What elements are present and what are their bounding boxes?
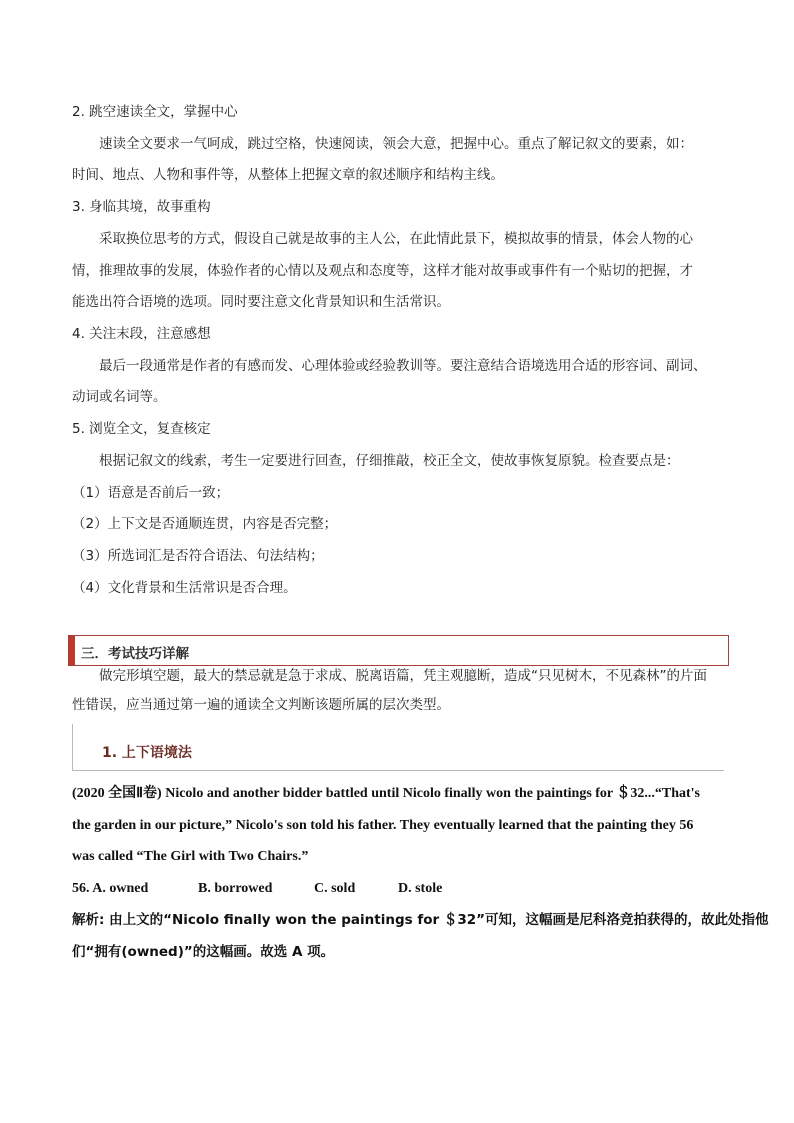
option-d: D. stole [398, 881, 443, 896]
example-line2: the garden in our picture,” Nicolo's son told his father. They eventually learned that the painting they 56 [72, 818, 694, 833]
step5-paragraph-line1: 根据记叙文的线索，考生一定要进行回查，仔细推敲，校正全文，使故事恢复原貌。检查要点是： [99, 453, 680, 469]
step3-paragraph-line2: 情，推理故事的发展，体验作者的心情以及观点和态度等，这样才能对故事或事件有一个贴切的把握，才 [72, 263, 693, 279]
check-item: （1）语意是否前后一致； [72, 485, 230, 501]
section3-paragraph-line1: 做完形填空题，最大的禁忌就是急于求成、脱离语篇，凭主观臆断，造成“只见树木，不见森林”的片面 [99, 668, 707, 684]
check-item: （4）文化背景和生活常识是否合理。 [72, 580, 297, 596]
step4-paragraph-line1: 最后一段通常是作者的有感而发、心理体验或经验教训等。要注意结合语境选用合适的形容词、副词、 [99, 358, 707, 374]
check-item: （3）所选词汇是否符合语法、句法结构； [72, 548, 324, 564]
option-b: B. borrowed [198, 881, 273, 896]
section3-paragraph-line2: 性错误，应当通过第一遍的通读全文判断该题所属的层次类型。 [72, 697, 450, 713]
analysis-line1: 解析: 由上文的“Nicolo finally won the paintings for ＄32”可知，这幅画是尼科洛竞拍获得的，故此处指他 [72, 912, 769, 928]
check-item: （2）上下文是否通顺连贯，内容是否完整； [72, 516, 338, 532]
option-a: 56. A. owned [72, 881, 149, 896]
step3-paragraph-line3: 能选出符合语境的选项。同时要注意文化背景知识和生活常识。 [72, 294, 450, 310]
step2-paragraph-line1: 速读全文要求一气呵成，跳过空格，快速阅读，领会大意，把握中心。重点了解记叙文的要素，如： [99, 136, 693, 152]
step4-title: 4. 关注末段，注意感想 [72, 326, 211, 342]
banner-accent-bar [69, 636, 75, 665]
step3-paragraph-line1: 采取换位思考的方式，假设自己就是故事的主人公，在此情此景下，模拟故事的情景，体会人物的心 [99, 231, 693, 247]
subheading-title: 1. 上下语境法 [102, 745, 192, 761]
example-line3: was called “The Girl with Two Chairs.” [72, 849, 309, 864]
section-heading-banner [68, 635, 729, 666]
step3-title: 3. 身临其境，故事重构 [72, 199, 211, 215]
step2-title: 2. 跳空速读全文，掌握中心 [72, 104, 238, 120]
step2-paragraph-line2: 时间、地点、人物和事件等，从整体上把握文章的叙述顺序和结构主线。 [72, 167, 504, 183]
option-c: C. sold [314, 881, 356, 896]
section-heading: 三．考试技巧详解 [81, 646, 189, 662]
example-line1: (2020 全国Ⅱ卷) Nicolo and another bidder battled until Nicolo finally won the paintings for ＄32...“That's [72, 786, 701, 801]
step5-title: 5. 浏览全文，复查核定 [72, 421, 211, 437]
analysis-line2: 们“拥有(owned)”的这幅画。故选 A 项。 [72, 944, 335, 960]
step4-paragraph-line2: 动词或名词等。 [72, 389, 167, 405]
